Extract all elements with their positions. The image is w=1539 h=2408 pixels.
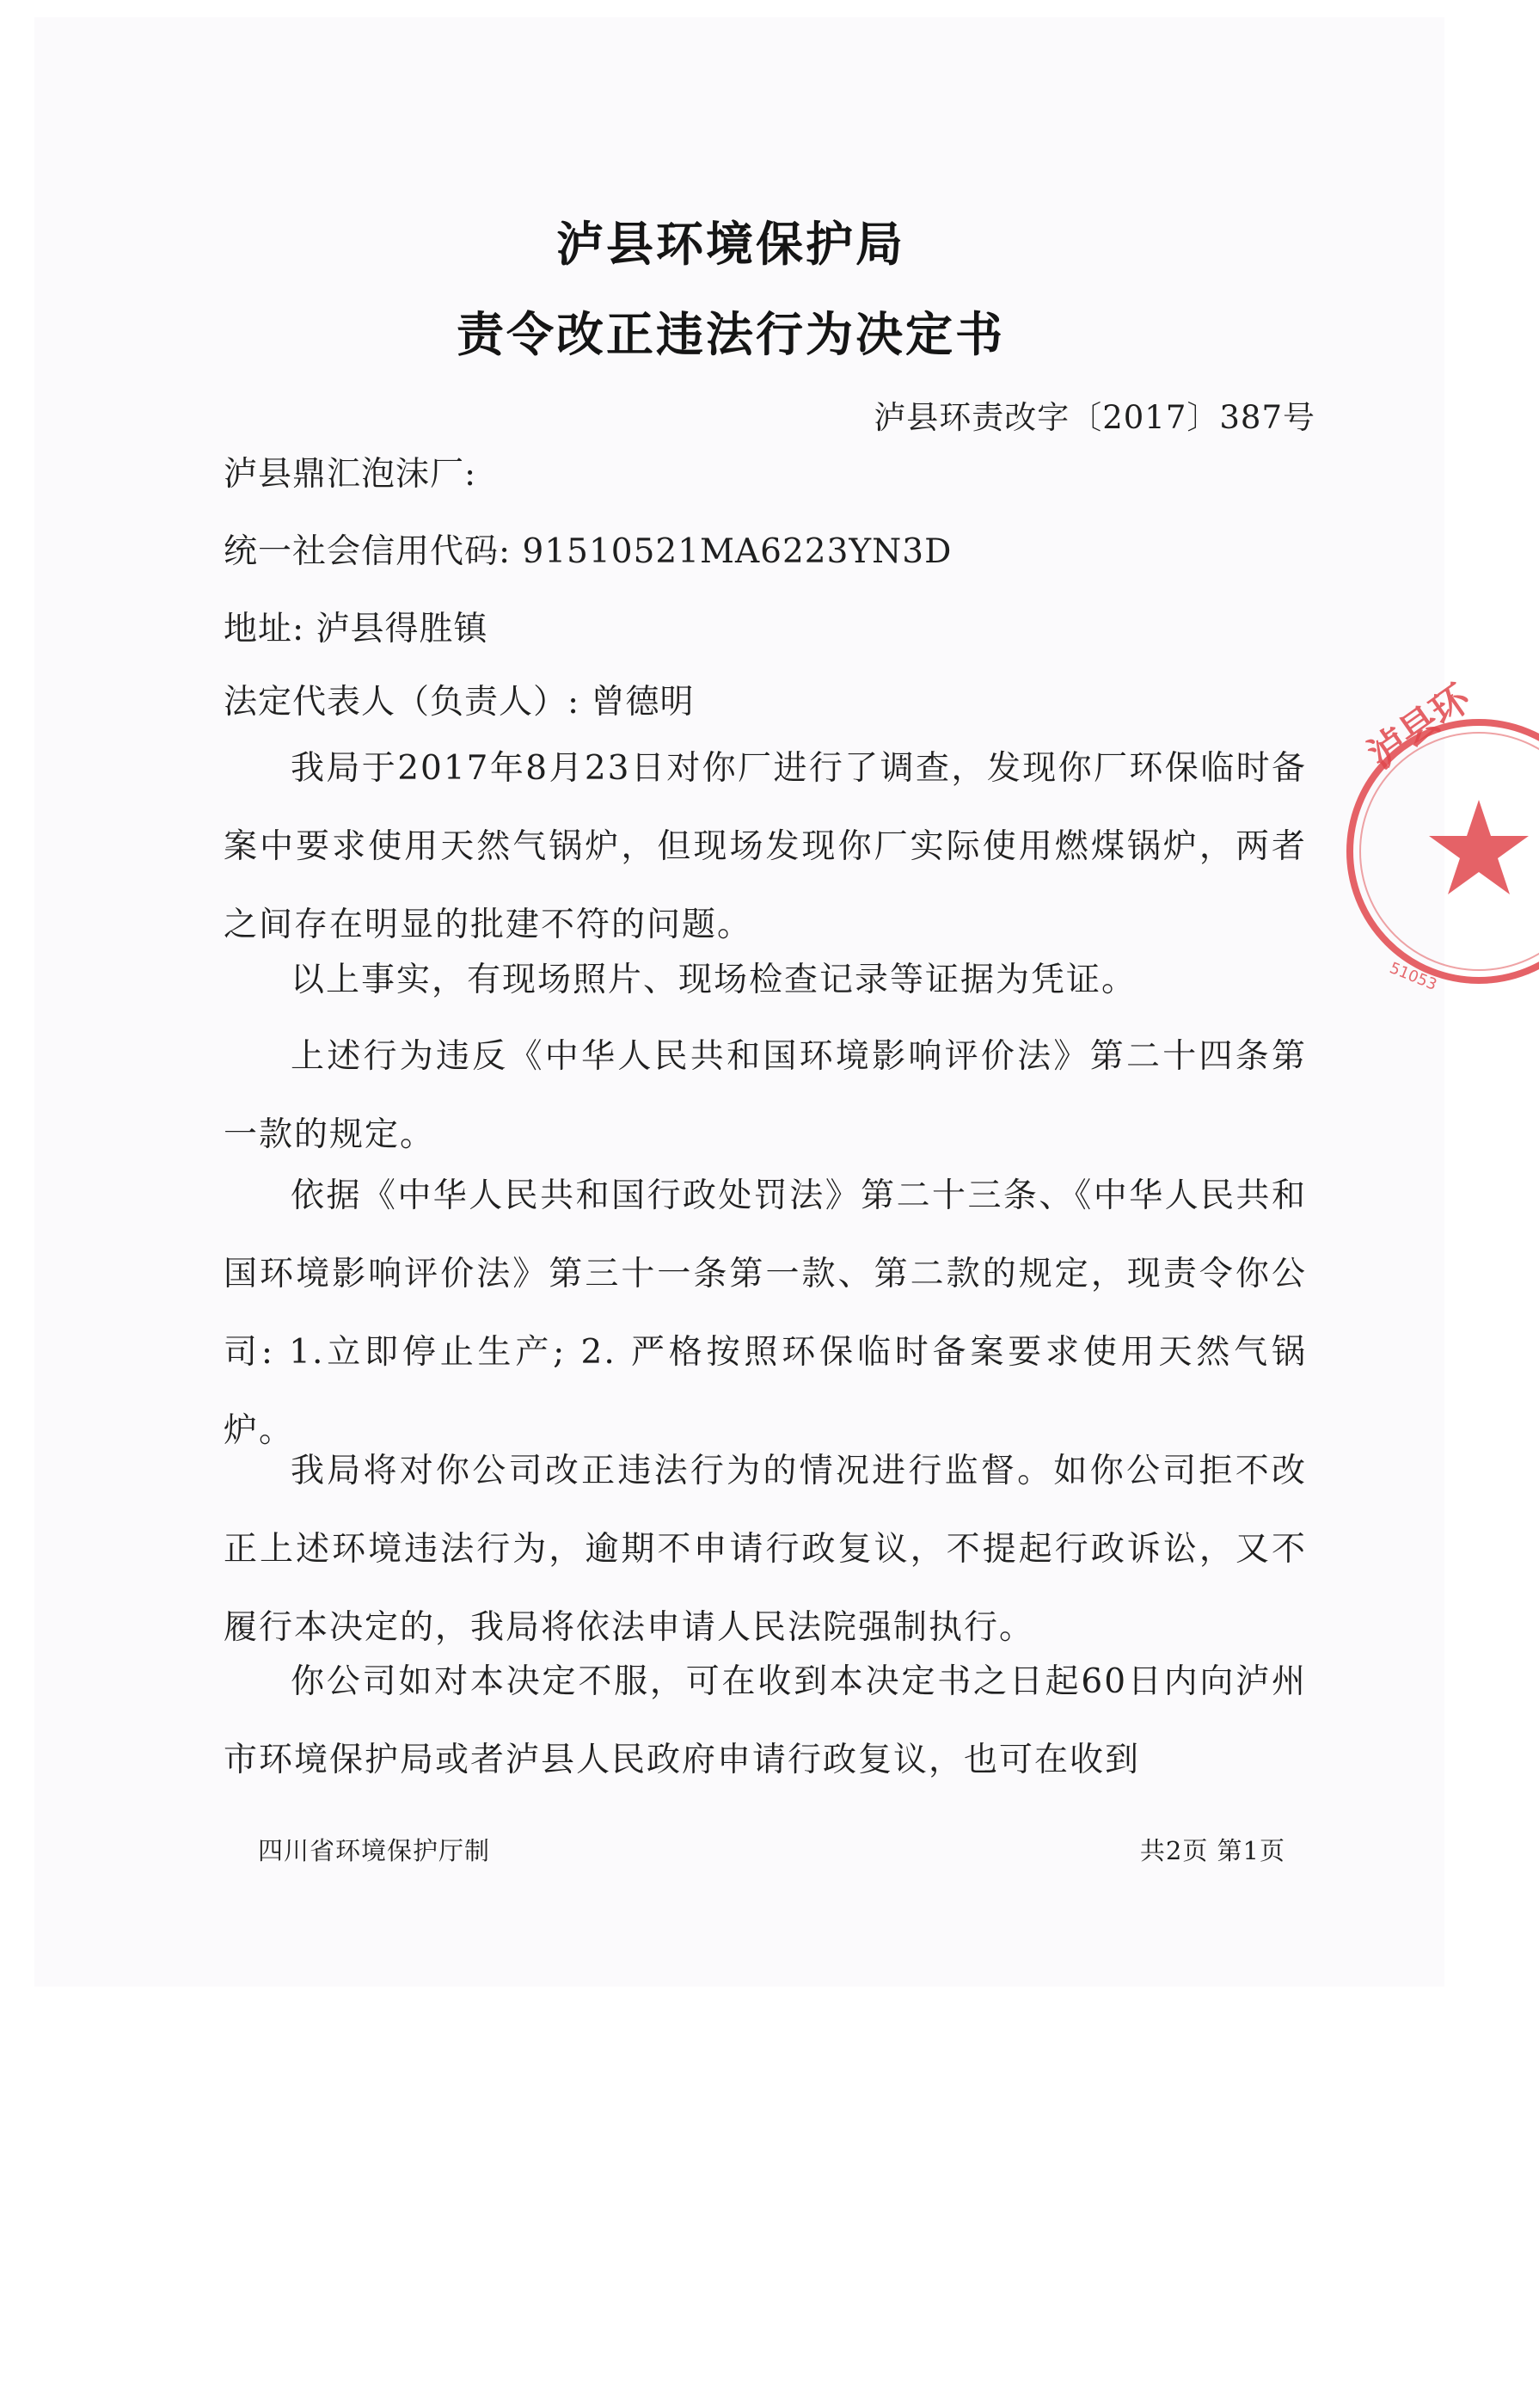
svg-text:泸县环: 泸县环 — [1360, 676, 1479, 778]
agency-title: 泸县环境保护局 — [555, 216, 905, 272]
paragraph-violation: 上述行为违反《中华人民共和国环境影响评价法》第二十四条第一款的规定。 — [224, 1037, 1307, 1154]
paragraph-order: 依据《中华人民共和国行政处罚法》第二十三条、《中华人民共和国环境影响评价法》第三十一条第一款、第二款的规定，现责令你公司: 1.立即停止生产; 2. 严格按照环保临时备案要求使用天然气锅炉。 — [224, 1176, 1307, 1450]
document-title: 责令改正违法行为决定书 — [456, 306, 1005, 362]
paragraph-evidence: 以上事实，有现场照片、现场检查记录等证据为凭证。 — [291, 961, 1137, 999]
svg-text:51053: 51053 — [1387, 959, 1440, 995]
paragraph-investigation: 我局于2017年8月23日对你厂进行了调查，发现你厂环保临时备案中要求使用天然气锅炉，但现场发现你厂实际使用燃煤锅炉，两者之间存在明显的批建不符的问题。 — [224, 749, 1307, 944]
paragraph-supervision: 我局将对你公司改正违法行为的情况进行监督。如你公司拒不改正上述环境违法行为，逾期不申请行政复议，不提起行政诉讼，又不履行本决定的，我局将依法申请人民法院强制执行。 — [224, 1452, 1307, 1647]
credit-code-line: 统一社会信用代码: 91510521MA6223YN3D — [224, 532, 953, 571]
document-number: 泸县环责改字〔2017〕387号 — [874, 399, 1315, 436]
representative-line: 法定代表人（负责人）: 曾德明 — [224, 683, 695, 722]
paragraph-appeal: 你公司如对本决定不服，可在收到本决定书之日起60日内向泸州市环境保护局或者泸县人民政府申请行政复议，也可在收到 — [224, 1662, 1307, 1779]
recipient-line: 泸县鼎汇泡沫厂: — [224, 455, 477, 494]
footer-page-info: 共2页 第1页 — [1139, 1836, 1285, 1865]
footer-issuer: 四川省环境保护厅制 — [258, 1836, 491, 1865]
address-line: 地址: 泸县得胜镇 — [224, 610, 488, 648]
official-seal-icon — [1315, 676, 1539, 998]
